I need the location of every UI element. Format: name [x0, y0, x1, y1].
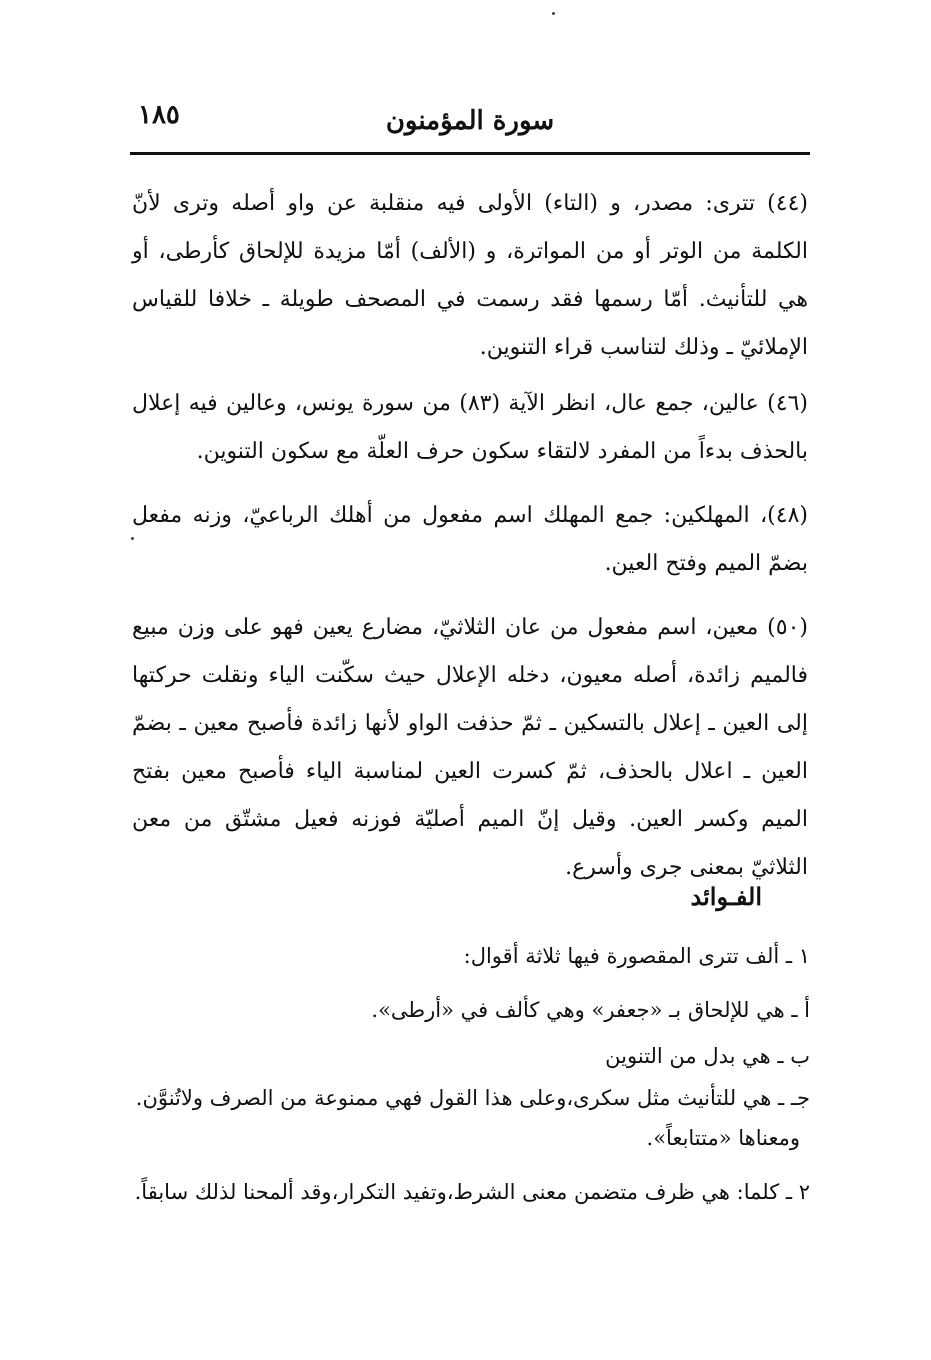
note-paragraph-48: (٤٨)، المهلكين: جمع المهلك اسم مفعول من أهلك الرباعيّ، وزنه مفعل بضمّ الميم وفتح العين.	[132, 503, 808, 576]
fawaid-item-1-c: جـ ـ هي للتأنيث مثل سكرى،وعلى هذا القول فهي ممنوعة من الصرف ولاتُنوَّن.	[135, 1086, 810, 1110]
print-speck	[552, 12, 555, 15]
page-number: ١٨٥	[138, 100, 180, 130]
fawaid-item-1-c-continued: ومعناها «متتابعاً».	[646, 1126, 800, 1150]
fawaid-item-1-intro: ١ ـ ألف تترى المقصورة فيها ثلاثة أقوال:	[463, 944, 810, 968]
note-paragraph-44: (٤٤) تترى: مصدر، و (التاء) الأولى فيه منقلبة عن واو أصله وترى لأنّ الكلمة من الوتر أو من المواترة، و (الألف) أمّا مزيدة للإلحاق كأرطى، أو هي للتأنيث. أمّا رسمها فقد رسمت في المصحف طويلة ـ خلافا للقياس الإملائيّ ـ وذلك لتناسب قراء التنوين.	[132, 191, 808, 360]
fawaid-heading: الفـوائد	[690, 882, 762, 911]
surah-title: سورة المؤمنون	[385, 106, 555, 136]
fawaid-item-1-a: أ ـ هي للإلحاق بـ «جعفر» وهي كألف في «أرطى».	[371, 998, 810, 1022]
header-divider	[130, 152, 810, 155]
page-header	[130, 100, 810, 152]
note-paragraph-46: (٤٦) عالين، جمع عال، انظر الآية (٨٣) من سورة يونس، وعالين فيه إعلال بالحذف بدءاً من المفرد لالتقاء سكون حرف العلّة مع سكون التنوين.	[132, 391, 808, 464]
fawaid-item-1-b: ب ـ هي بدل من التنوين	[605, 1044, 810, 1068]
note-paragraph-50: (٥٠) معين، اسم مفعول من عان الثلاثيّ، مضارع يعين فهو على وزن مبيع فالميم زائدة، أصله معيون، دخله الإعلال حيث سكّنت الياء ونقلت حركتها إلى العين ـ إعلال بالتسكين ـ ثمّ حذفت الواو لأنها زائدة فأصبح معين ـ بضمّ العين ـ اعلال بالحذف، ثمّ كسرت العين لمناسبة الياء فأصبح معين بفتح الميم وكسر العين. وقيل إنّ الميم أصليّة فوزنه فعيل مشتّق من معن الثلاثيّ بمعنى جرى وأسرع.	[132, 615, 808, 880]
fawaid-item-2: ٢ ـ كلما: هي ظرف متضمن معنى الشرط،وتفيد التكرار،وقد ألمحنا لذلك سابقاً.	[134, 1180, 810, 1204]
